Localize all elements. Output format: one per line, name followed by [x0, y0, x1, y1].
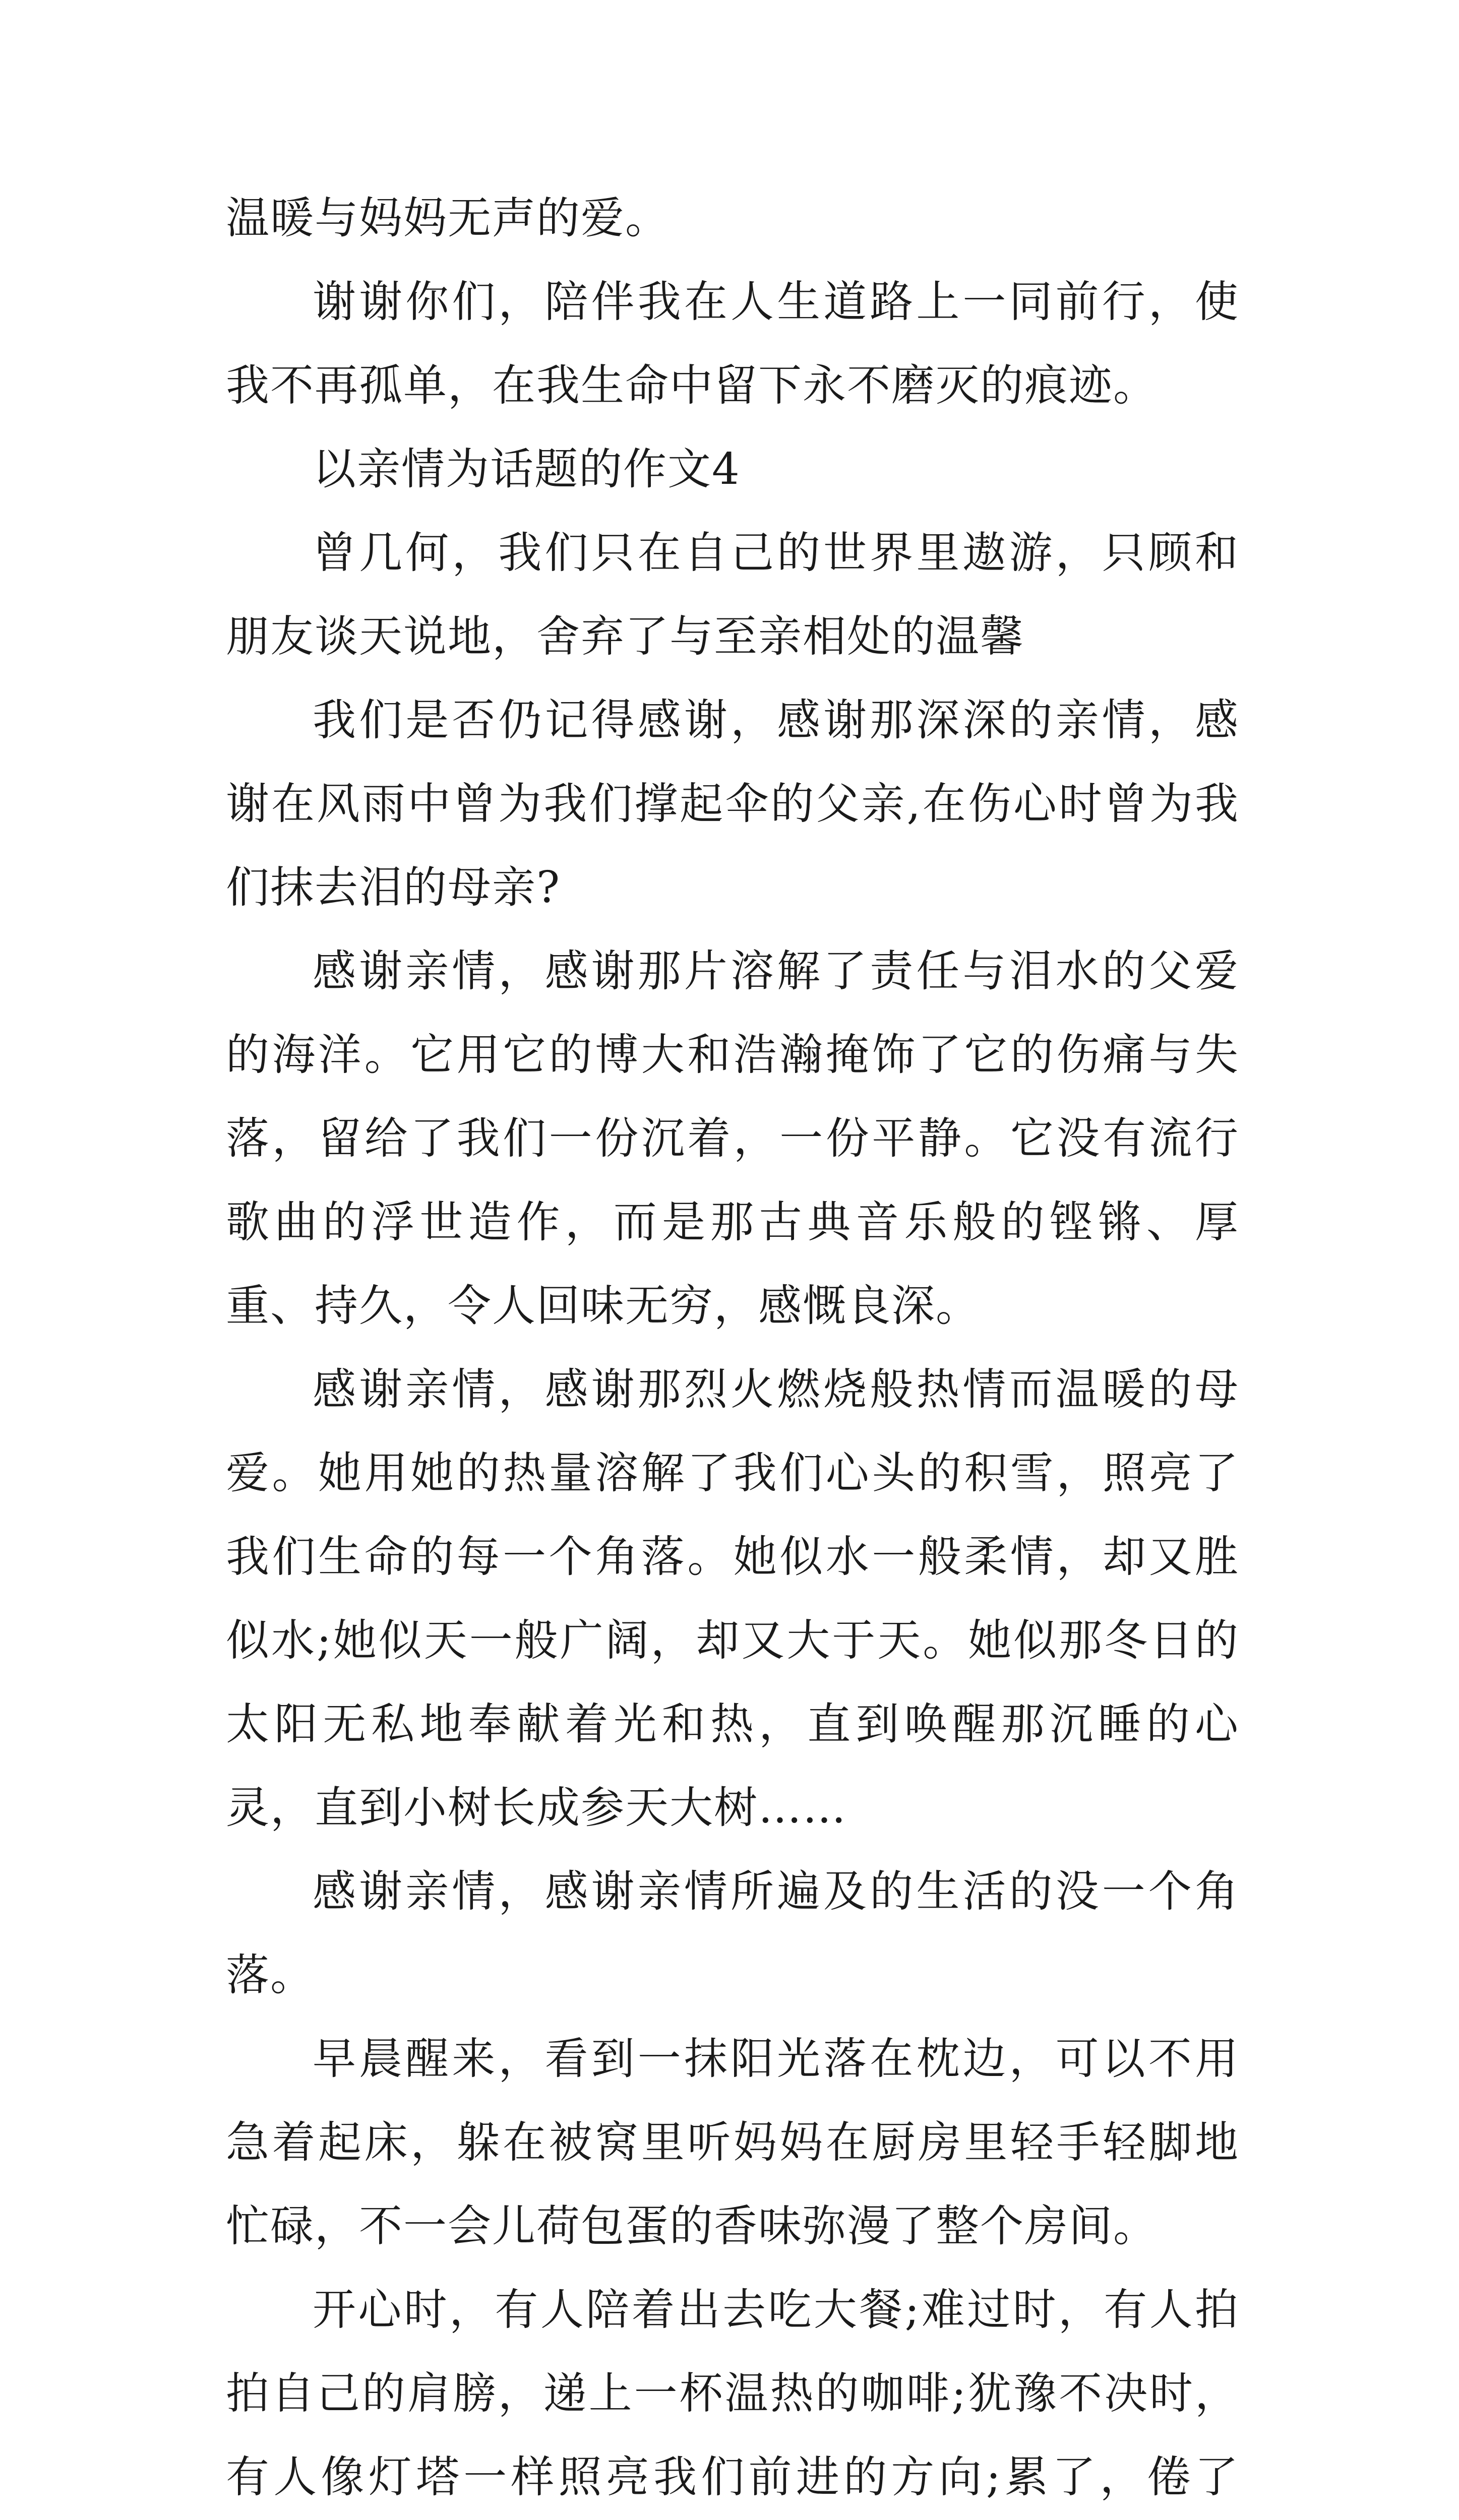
paragraph-continuation: 温暖与妈妈无声的爱。 — [226, 193, 670, 243]
document-body — [226, 176, 1239, 2520]
paragraph: 曾几何，我们只在自己的世界里遨游，只顾和朋友谈天说地，舍弃了与至亲相处的温馨 — [226, 528, 1239, 662]
paragraph: 我们是否仍记得感谢，感谢那深深的亲情，感谢在风雨中曾为我们撑起伞的父亲,在伤心时曾为我们抹去泪的母亲? — [226, 695, 1239, 913]
paragraph: 感谢亲情，感谢亲情所遍及的生活的没一个角落。 — [226, 1866, 1239, 2000]
paragraph: 感谢亲情，感谢那烈火燃烧般热情而温暖的母爱。她用她的热量溶解了我们心头的积雪，照亮了我们生命的每一个角落。她似水一般柔情，却又胜似水;她似天一般广阔，却又大于天。她似那冬日的太阳无私地奉献着光和热，直到唤醒那沉睡的心灵，直到小树长成参天大树…… — [226, 1364, 1239, 1833]
paragraph: 谢谢你们，陪伴我在人生道路上一同前行，使我不再孤单，在我生命中留下永不磨灭的痕迹。 — [226, 277, 1239, 411]
paragraph: 感谢亲情，感谢那片溶解了责任与泪水的父爱的海洋。它用它的博大和浩瀚掩饰了它的伤痛与失落，留给了我们一份沉着，一份平静。它没有流行歌曲的浮世造作，而是那古典音乐般的铿锵、厚重、持久，令人回味无穷，感慨良深。 — [226, 946, 1239, 1331]
section-heading: 以亲情为话题的作文4 — [313, 444, 741, 494]
paragraph: 开心时，有人陪着出去吃大餐;难过时，有人拍拍自己的肩膀，递上一杯温热的咖啡;犹豫不决时，有人像灯塔一样照亮我们前进的方向;累了，倦了 — [226, 2285, 1239, 2502]
paragraph: 早晨醒来，看到一抹阳光落在枕边，可以不用急着起床，躲在被窝里听妈妈在厨房里轻手轻脚地忙碌，不一会儿荷包蛋的香味弥漫了整个房间。 — [226, 2034, 1239, 2251]
